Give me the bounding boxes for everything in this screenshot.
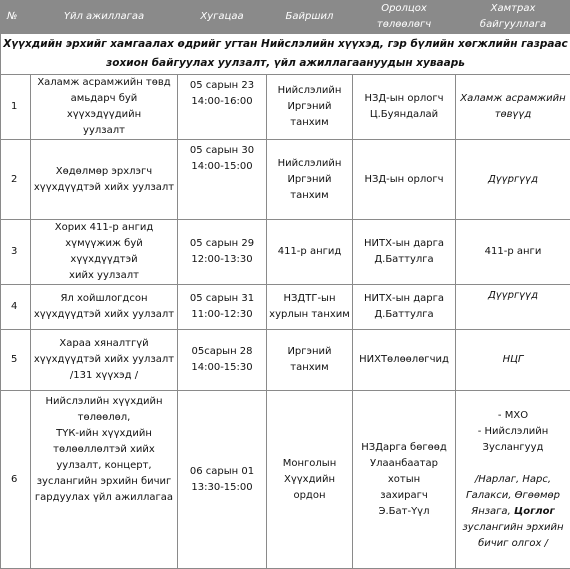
representative-line: захирагч xyxy=(355,488,453,504)
partner-line: Зуслангууд xyxy=(458,440,568,456)
activity-cell xyxy=(31,285,178,330)
header-activity: Үйл ажиллагаа xyxy=(31,1,178,34)
header-time: Хугацаа xyxy=(178,1,267,34)
header-number: № xyxy=(1,1,31,34)
activity-line: төлөөлөл, xyxy=(33,410,175,426)
representative-line: НИХТөлөөлөгчид xyxy=(355,352,453,368)
title-line-2: зохион байгуулах уулзалт, үйл ажиллагаануудын хуваарь xyxy=(3,54,568,73)
table-row xyxy=(1,75,570,140)
row-number: 3 xyxy=(1,220,31,285)
partner-cell xyxy=(456,391,570,569)
activity-line: Хорих 411-р ангид xyxy=(33,220,175,236)
time-range-text: 13:30-15:00 xyxy=(180,480,264,496)
time-range-text: 11:00-12:30 xyxy=(180,307,264,323)
activity-line: уулзалт, концерт, xyxy=(33,458,175,474)
partner-cell xyxy=(456,330,570,391)
activity-line: төлөөллөлтэй хийх xyxy=(33,442,175,458)
activity-cell xyxy=(31,220,178,285)
representative-cell xyxy=(353,330,456,391)
place-cell xyxy=(267,330,353,391)
time-cell xyxy=(178,75,267,140)
partner-line: - Нийслэлийн xyxy=(458,424,568,440)
partner-line: зуслангийн эрхийн xyxy=(458,520,568,536)
representative-line: НЗДарга бөгөөд xyxy=(355,440,453,456)
partner-line: Дүүргүүд xyxy=(458,172,568,188)
time-cell xyxy=(178,330,267,391)
table-row xyxy=(1,330,570,391)
title-line-1: Хүүхдийн эрхийг хамгаалах өдрийг угтан Нийслэлийн хүүхэд, гэр бүлийн хөгжлийн газраас xyxy=(3,35,568,54)
time-cell xyxy=(178,391,267,569)
time-cell xyxy=(178,140,267,220)
place-line: НЗДТГ-ын xyxy=(269,291,350,307)
partner-line: Дүүргүүд xyxy=(458,288,568,304)
place-line: Иргэний танхим xyxy=(269,172,350,204)
partner-cell xyxy=(456,75,570,140)
time-cell xyxy=(178,285,267,330)
title-row xyxy=(1,34,570,75)
representative-line: Э.Бат-Үүл xyxy=(355,504,453,520)
time-range-text: 12:00-13:30 xyxy=(180,252,264,268)
table-row xyxy=(1,220,570,285)
time-range-text: 14:00-15:30 xyxy=(180,360,264,376)
time-range-text: 14:00-16:00 xyxy=(180,94,264,110)
partner-line: - МХО xyxy=(458,408,568,424)
activity-line: Ял хойшлогдсон xyxy=(33,291,175,307)
place-line: Хүүхдийн ордон xyxy=(269,472,350,504)
place-line: Нийслэлийн xyxy=(269,83,350,99)
activity-cell xyxy=(31,391,178,569)
place-line: Иргэний танхим xyxy=(269,99,350,131)
partner-line: төвүүд xyxy=(458,107,568,123)
table-row xyxy=(1,140,570,220)
partner-line: 411-р анги xyxy=(458,244,568,260)
partner-bold-text: Цоглог xyxy=(514,506,555,517)
row-number: 4 xyxy=(1,285,31,330)
partner-spacer xyxy=(458,456,568,472)
partner-line: бичиг олгох / xyxy=(458,536,568,552)
representative-line: Д.Баттулга xyxy=(355,252,453,268)
representative-line: Д.Баттулга xyxy=(355,307,453,323)
partner-line: НЦГ xyxy=(458,352,568,368)
partner-text: Янзага, xyxy=(471,506,511,517)
place-line: Иргэний танхим xyxy=(269,344,350,376)
activity-line: зуслангийн эрхийн бичиг xyxy=(33,474,175,490)
place-cell xyxy=(267,220,353,285)
representative-line: НИТХ-ын дарга xyxy=(355,291,453,307)
time-range-text: 14:00-15:00 xyxy=(180,159,264,175)
table-row xyxy=(1,391,570,569)
place-line: Монголын xyxy=(269,456,350,472)
header-row xyxy=(1,1,570,34)
representative-cell xyxy=(353,285,456,330)
header-representative: Оролцох төлөөлөгч xyxy=(353,1,456,34)
place-cell xyxy=(267,75,353,140)
place-cell xyxy=(267,140,353,220)
activity-cell xyxy=(31,75,178,140)
date-text: 06 сарын 01 xyxy=(180,464,264,480)
activity-line: хүүхдүүдтэй хийх уулзалт xyxy=(33,352,175,368)
header-partner: Хамтрах байгууллага xyxy=(456,1,570,34)
activity-line: Хөдөлмөр эрхлэгч xyxy=(33,164,175,180)
partner-line: /Нарлаг, Нарс, xyxy=(458,472,568,488)
place-cell xyxy=(267,285,353,330)
schedule-title xyxy=(1,34,570,75)
activity-line: амьдарч буй хүүхэдүүдийн xyxy=(33,91,175,123)
place-line: 411-р ангид xyxy=(269,244,350,260)
table-row xyxy=(1,285,570,330)
representative-line: Ц.Буяндалай xyxy=(355,107,453,123)
activity-line: /131 хүүхэд / xyxy=(33,368,175,384)
representative-cell xyxy=(353,391,456,569)
partner-cell xyxy=(456,220,570,285)
date-text: 05 сарын 30 xyxy=(180,143,264,159)
activity-line: хүүхдүүдтэй хийх уулзалт xyxy=(33,180,175,196)
partner-cell xyxy=(456,285,570,330)
time-cell xyxy=(178,220,267,285)
row-number: 1 xyxy=(1,75,31,140)
representative-line: НЗД-ын орлогч xyxy=(355,91,453,107)
partner-line xyxy=(458,504,568,520)
place-cell xyxy=(267,391,353,569)
row-number: 6 xyxy=(1,391,31,569)
partner-line: Халамж асрамжийн xyxy=(458,91,568,107)
representative-line: НЗД-ын орлогч xyxy=(355,172,453,188)
partner-cell xyxy=(456,140,570,220)
date-text: 05 сарын 29 xyxy=(180,236,264,252)
header-place: Байршил xyxy=(267,1,353,34)
date-text: 05 сарын 31 xyxy=(180,291,264,307)
row-number: 2 xyxy=(1,140,31,220)
activity-line: хүмүүжиж буй хүүхдүүдтэй xyxy=(33,236,175,268)
activity-line: Халамж асрамжийн төвд xyxy=(33,75,175,91)
representative-cell xyxy=(353,140,456,220)
row-number: 5 xyxy=(1,330,31,391)
activity-line: хийх уулзалт xyxy=(33,268,175,284)
date-text: 05 сарын 23 xyxy=(180,78,264,94)
activity-line: Нийслэлийн хүүхдийн xyxy=(33,394,175,410)
activity-line: гардуулах үйл ажиллагаа xyxy=(33,490,175,506)
place-line: хурлын танхим xyxy=(269,307,350,323)
representative-cell xyxy=(353,220,456,285)
activity-line: уулзалт xyxy=(33,123,175,139)
activity-line: хүүхдүүдтэй хийх уулзалт xyxy=(33,307,175,323)
activity-line: Хараа хяналтгүй xyxy=(33,336,175,352)
activity-cell xyxy=(31,140,178,220)
representative-cell xyxy=(353,75,456,140)
date-text: 05сарын 28 xyxy=(180,344,264,360)
representative-line: Улаанбаатар хотын xyxy=(355,456,453,488)
representative-line: НИТХ-ын дарга xyxy=(355,236,453,252)
place-line: Нийслэлийн xyxy=(269,156,350,172)
activity-line: ТҮК-ийн хүүхдийн xyxy=(33,426,175,442)
partner-line: Галакси, Өгөөмөр xyxy=(458,488,568,504)
activity-cell xyxy=(31,330,178,391)
